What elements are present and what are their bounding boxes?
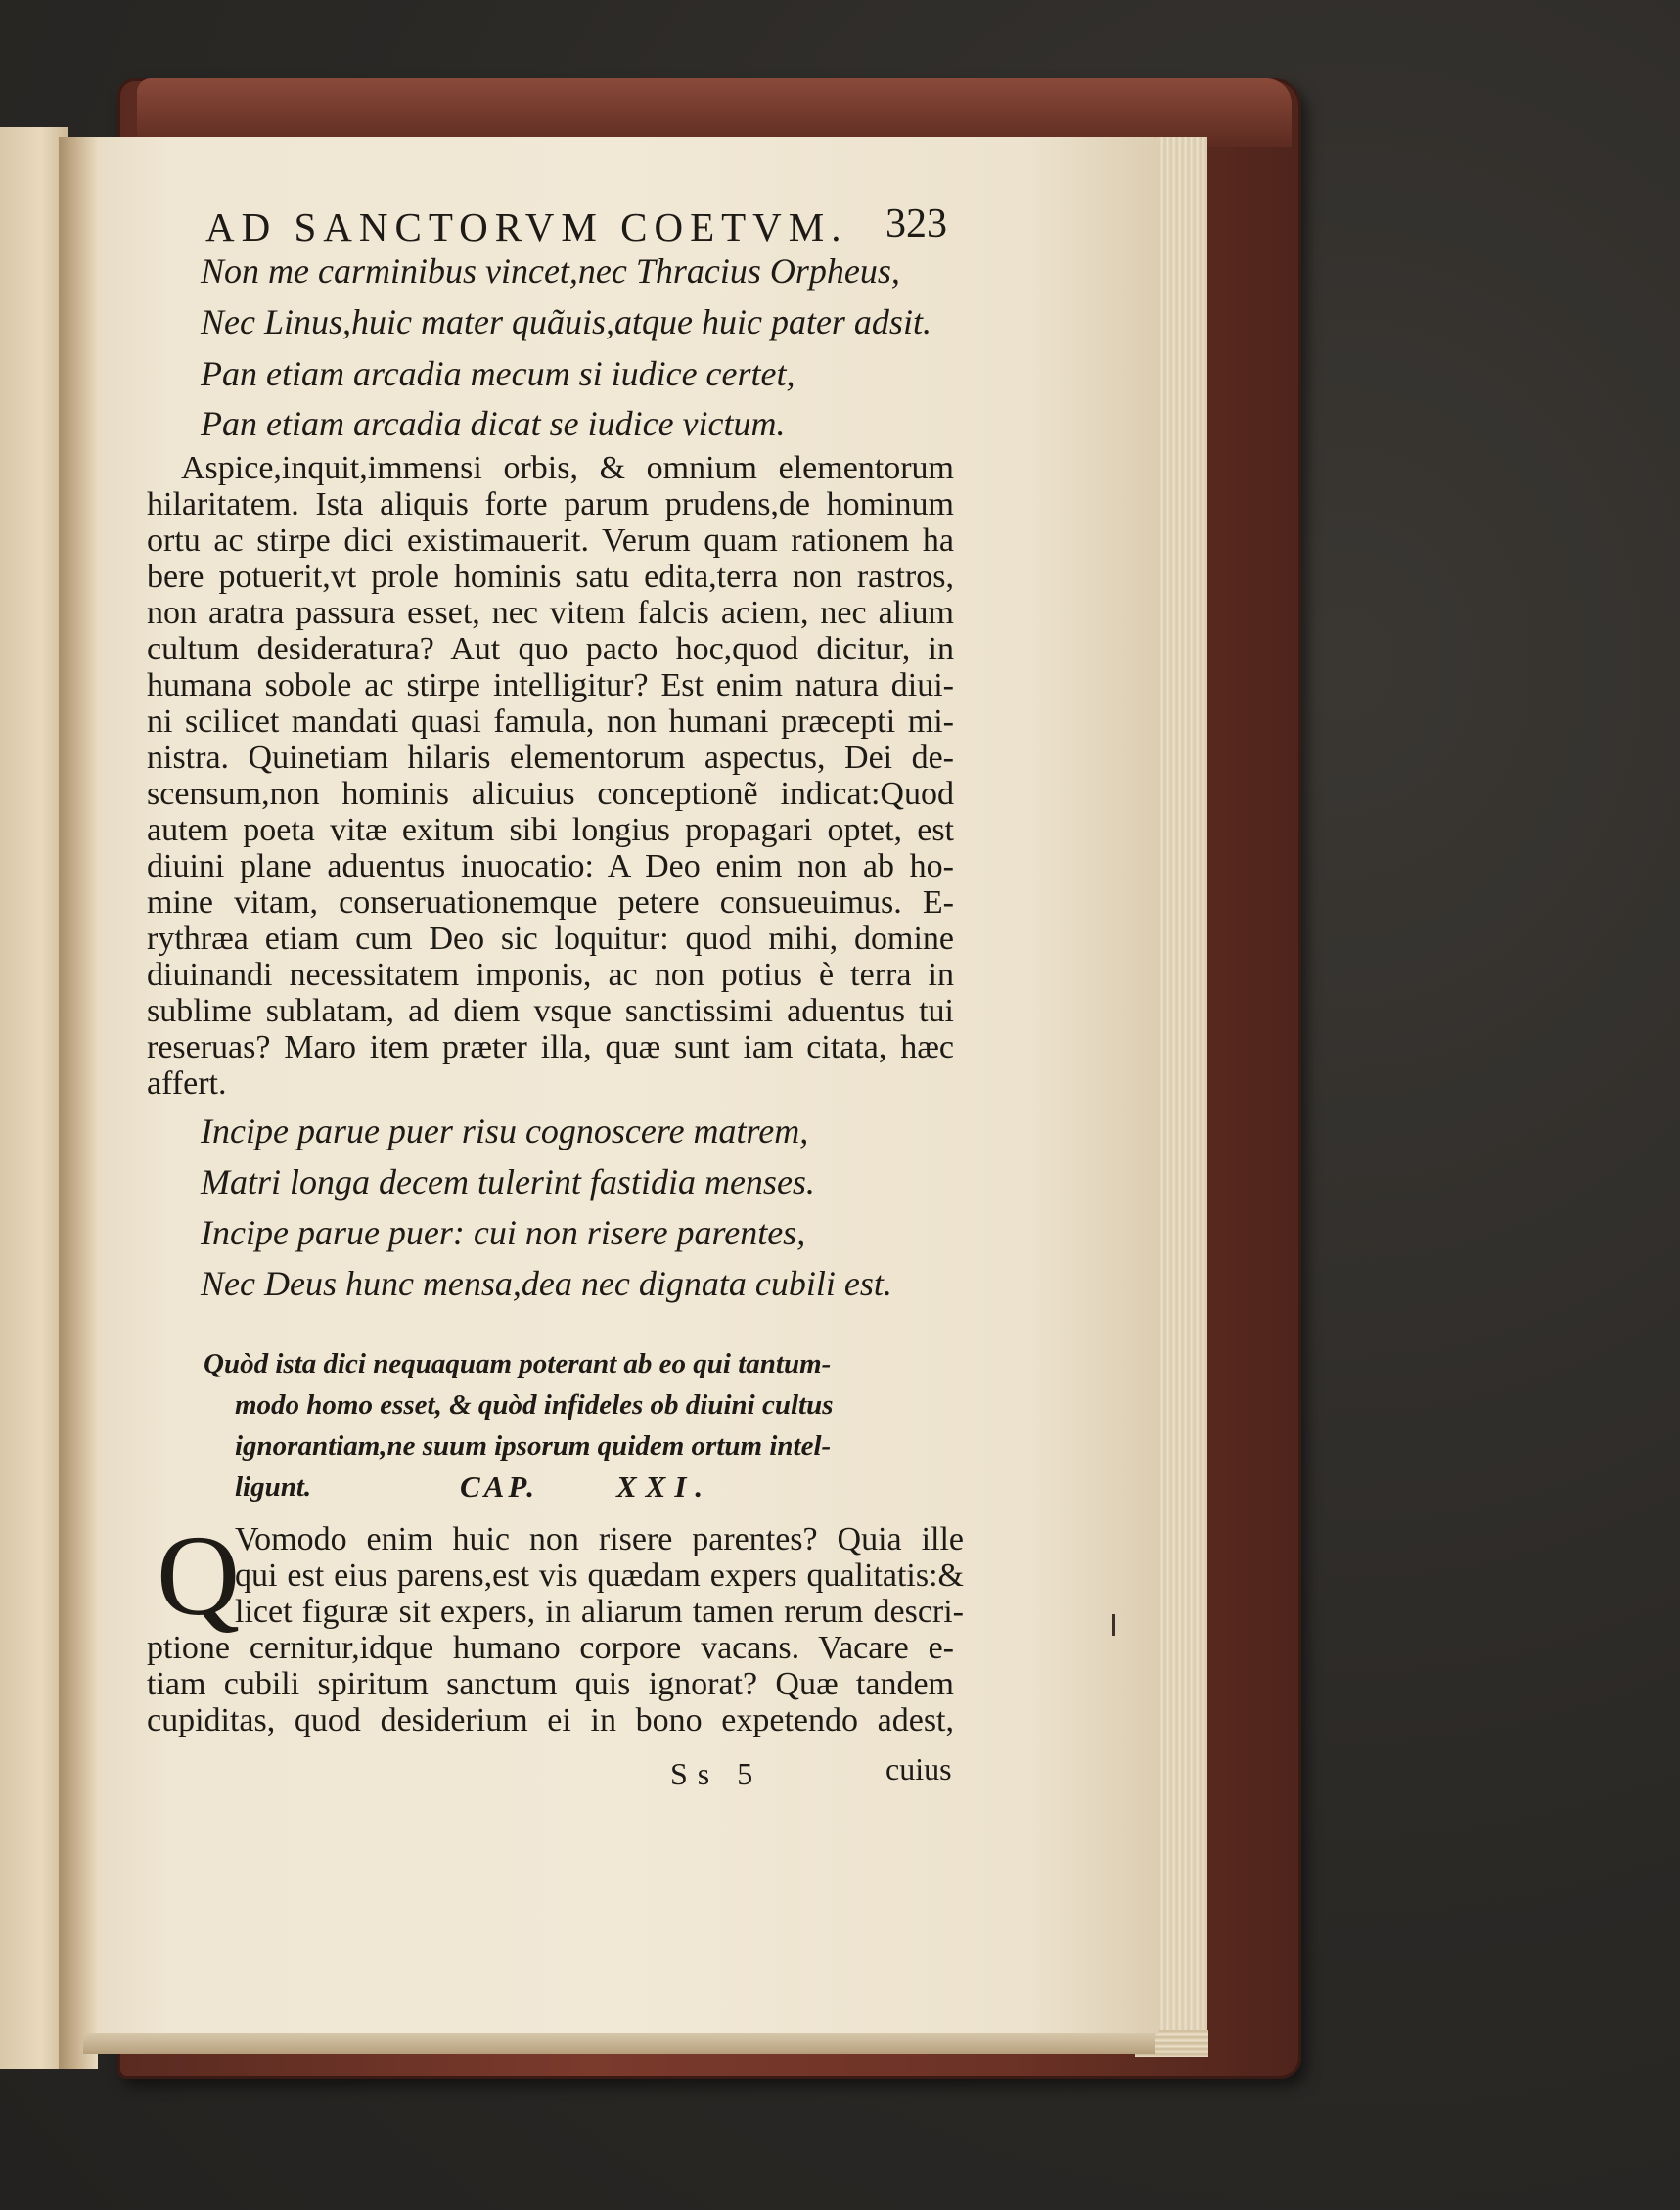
running-title: AD SANCTORVM COETVM. xyxy=(205,204,848,249)
folio-number: 323 xyxy=(885,202,947,247)
body-line: humana sobole ac stirpe intelligitur? Est enim natura diui- xyxy=(147,667,954,703)
verse-line: Pan etiam arcadia dicat se iudice victum. xyxy=(201,404,786,443)
verse-line: Incipe parue puer: cui non risere parentes, xyxy=(201,1213,806,1252)
verse-line: Incipe parue puer risu cognoscere matrem, xyxy=(201,1111,809,1150)
margin-mark xyxy=(1112,1614,1115,1636)
verse-line: Pan etiam arcadia mecum si iudice certet, xyxy=(201,354,795,393)
verse-line: Nec Deus hunc mensa,dea nec dignata cubili est. xyxy=(201,1264,892,1303)
chapter-heading-line: ignorantiam,ne suum ipsorum quidem ortum intel- xyxy=(235,1430,832,1462)
page-bottom-edge xyxy=(83,2033,1155,2054)
drop-cap: Q xyxy=(157,1511,241,1640)
body-line: bere potuerit,vt prole hominis satu edita,terra non rastros, xyxy=(147,559,954,595)
body-line: affert. xyxy=(147,1065,227,1102)
catchword: cuius xyxy=(885,1751,952,1786)
body-line: non aratra passura esset, nec vitem falcis aciem, nec alium xyxy=(147,595,954,631)
body-line: Aspice,inquit,immensi orbis, & omnium elementorum xyxy=(181,450,954,486)
body-line: ortu ac stirpe dici existimauerit. Verum quam rationem ha xyxy=(147,522,954,559)
body-line: ni scilicet mandati quasi famula, non humani præcepti mi- xyxy=(147,703,954,740)
verse-line: Matri longa decem tulerint fastidia menses. xyxy=(201,1162,815,1201)
verse-line: Non me carminibus vincet,nec Thracius Orpheus, xyxy=(201,251,900,291)
body-line: licet figuræ sit expers, in aliarum tamen rerum descri- xyxy=(235,1594,964,1630)
body-line: diuinandi necessitatem imponis, ac non potius è terra in xyxy=(147,957,954,993)
verse-line: Nec Linus,huic mater quãuis,atque huic pater adsit. xyxy=(201,302,931,341)
body-line: diuini plane aduentus inuocatio: A Deo enim non ab ho- xyxy=(147,848,954,884)
body-line: autem poeta vitæ exitum sibi longius propagari optet, est xyxy=(147,812,954,848)
body-line: ptione cernitur,idque humano corpore vacans. Vacare e- xyxy=(147,1630,954,1666)
signature-mark: Ss 5 xyxy=(670,1756,763,1791)
chapter-number: XXI. xyxy=(616,1469,712,1504)
chapter-label: CAP. xyxy=(460,1469,539,1504)
body-line: tiam cubili spiritum sanctum quis ignorat? Quæ tandem xyxy=(147,1666,954,1702)
body-line: cupiditas, quod desiderium ei in bono expetendo adest, xyxy=(147,1702,954,1738)
body-line: nistra. Quinetiam hilaris elementorum aspectus, Dei de- xyxy=(147,740,954,776)
body-line: sublime sublatam, ad diem vsque sanctissimi aduentus tui xyxy=(147,993,954,1029)
body-line: mine vitam, conseruationemque petere consueuimus. E- xyxy=(147,884,954,921)
chapter-heading-line: ligunt. xyxy=(235,1471,312,1503)
chapter-heading-line: Quòd ista dici nequaquam poterant ab eo qui tantum- xyxy=(204,1348,832,1379)
gutter-shadow xyxy=(59,137,98,2069)
body-line: Vomodo enim huic non risere parentes? Quia ille xyxy=(235,1521,964,1557)
body-line: cultum desideratura? Aut quo pacto hoc,quod dicitur, in xyxy=(147,631,954,667)
chapter-heading-line: modo homo esset, & quòd infideles ob diuini cultus xyxy=(235,1389,834,1421)
body-line: hilaritatem. Ista aliquis forte parum prudens,de hominum xyxy=(147,486,954,522)
body-line: rythræa etiam cum Deo sic loquitur: quod mihi, domine xyxy=(147,921,954,957)
page-fore-edge xyxy=(1155,137,1207,2054)
body-line: reseruas? Maro item præter illa, quæ sunt iam citata, hæc xyxy=(147,1029,954,1065)
body-line: scensum,non hominis alicuius conceptionẽ indicat:Quod xyxy=(147,776,954,812)
body-line: qui est eius parens,est vis quædam expers qualitatis:& xyxy=(235,1557,964,1594)
